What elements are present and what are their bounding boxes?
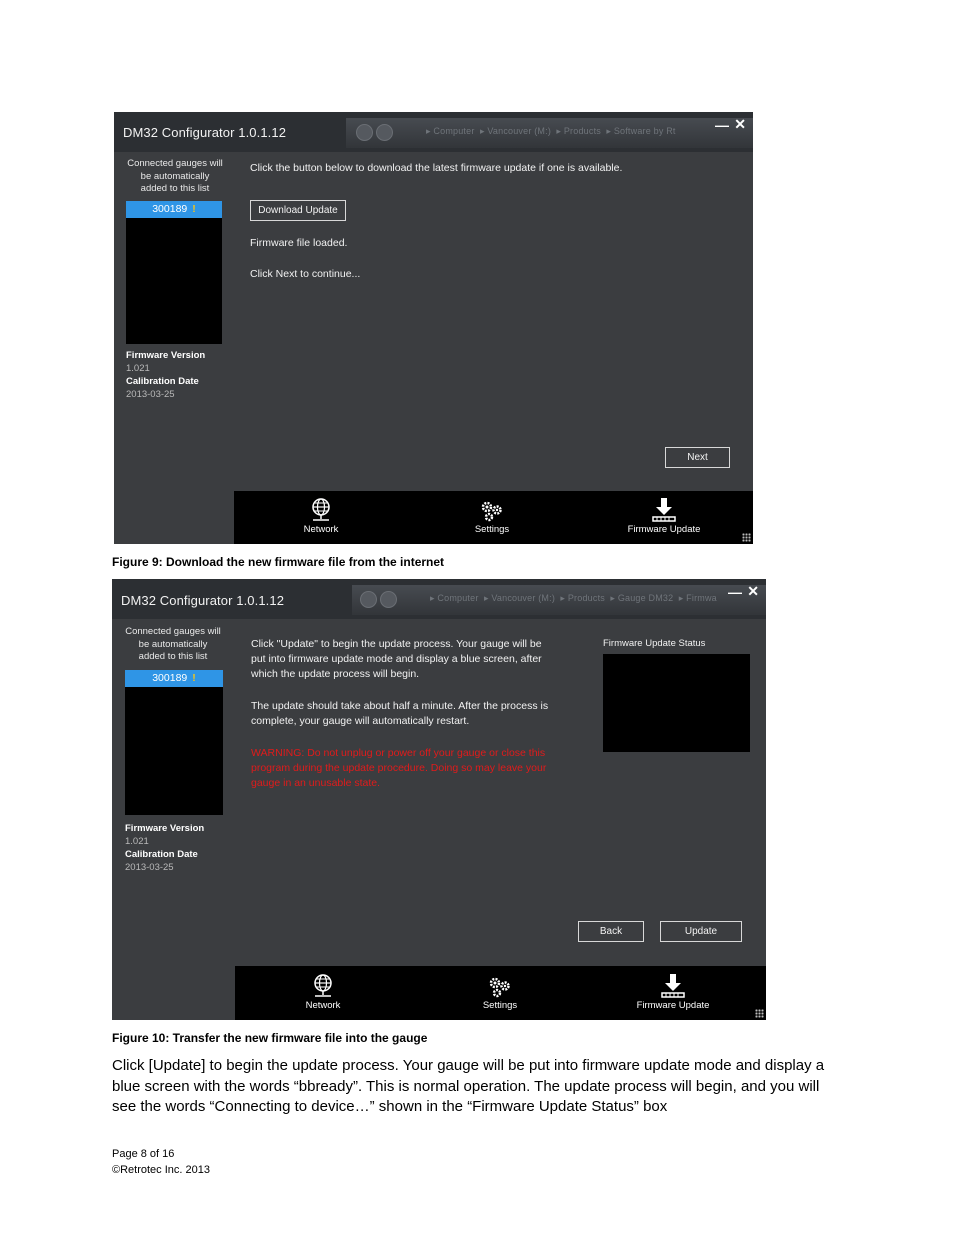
instruction-line: Click "Update" to begin the update process. Your gauge will be	[251, 638, 542, 650]
status-next-text: Click Next to continue...	[250, 268, 361, 280]
gauge-info	[126, 349, 205, 401]
status-loaded-text: Firmware file loaded.	[250, 237, 348, 249]
sidebar-note	[120, 626, 226, 664]
title-bar	[114, 112, 753, 152]
forward-nav-icon	[376, 124, 393, 141]
gauge-info	[125, 822, 204, 874]
download-icon	[660, 973, 686, 999]
gears-icon	[488, 976, 512, 998]
warning-line: program during the update procedure. Doing so may leave your	[251, 762, 547, 774]
gauge-id: 300189	[152, 672, 188, 684]
instruction-line: put into firmware update mode and display a blue screen, after	[251, 653, 542, 665]
firmware-version-label: Firmware Version	[125, 823, 205, 834]
instruction-text: Click the button below to download the latest firmware update if one is available.	[250, 162, 623, 174]
sidebar-note-line: be automatically	[138, 638, 208, 650]
sidebar-note-line: added to this list	[138, 651, 208, 662]
update-duration-text	[251, 699, 548, 729]
nav-firmware-update-label: Firmware Update	[627, 524, 701, 535]
nav-firmware-update[interactable]	[609, 491, 719, 544]
window-title: DM32 Configurator 1.0.1.12	[123, 125, 287, 140]
body-paragraph: Click [Update] to begin the update process. Your gauge will be put into firmware update mode and display a blue screen with the words “bbready”. This is normal operation. The update process will begin, and you will see the words “Connecting to device…” shown in the “Firmware Update Status” box	[112, 1057, 825, 1115]
network-icon	[312, 974, 334, 998]
bottom-nav-bar	[234, 491, 753, 544]
download-icon	[651, 497, 677, 523]
warning-line: gauge in an unusable state.	[251, 777, 381, 789]
close-icon[interactable]: ✕	[734, 116, 746, 132]
calibration-date-value: 2013-03-25	[125, 862, 174, 873]
gauge-list-item[interactable]	[125, 670, 223, 687]
configurator-window-update	[112, 579, 766, 1020]
firmware-version-value: 1.021	[125, 836, 149, 847]
firmware-version-value: 1.021	[126, 363, 150, 374]
nav-settings-label: Settings	[482, 1000, 518, 1011]
back-nav-icon	[356, 124, 373, 141]
next-button[interactable]: Next	[665, 447, 730, 468]
bottom-nav-bar	[235, 966, 766, 1020]
nav-network-label: Network	[303, 524, 339, 535]
nav-network-label: Network	[305, 1000, 341, 1011]
instruction-line: which the update process will begin.	[251, 668, 420, 680]
minimize-icon[interactable]: —	[728, 584, 742, 600]
nav-firmware-update[interactable]	[618, 966, 728, 1020]
figure-10-caption: Figure 10: Transfer the new firmware file into the gauge	[112, 1031, 428, 1045]
breadcrumb-item: Products	[567, 593, 605, 603]
breadcrumb-item: Software by Rt	[613, 126, 676, 136]
breadcrumb-item: Computer	[433, 126, 475, 136]
sidebar-note	[122, 158, 228, 196]
nav-settings[interactable]	[437, 491, 547, 544]
warning-line: WARNING: Do not unplug or power off your gauge or close this	[251, 747, 546, 759]
gauge-list-item[interactable]	[126, 201, 222, 218]
calibration-date-label: Calibration Date	[126, 376, 199, 387]
firmware-version-label: Firmware Version	[126, 350, 206, 361]
gauge-id: 300189	[152, 203, 188, 215]
figure-9-caption: Figure 9: Download the new firmware file from the internet	[112, 555, 445, 569]
download-update-button[interactable]: Download Update	[250, 200, 346, 221]
sidebar-note-line: Connected gauges will	[127, 158, 223, 169]
page-number: Page 8 of 16	[112, 1148, 175, 1160]
breadcrumb-item: Computer	[437, 593, 479, 603]
breadcrumb-item: Vancouver (M:)	[491, 593, 556, 603]
title-bar	[112, 579, 766, 619]
nav-settings[interactable]	[445, 966, 555, 1020]
nav-settings-label: Settings	[474, 524, 510, 535]
calibration-date-value: 2013-03-25	[126, 389, 175, 400]
update-instructions	[251, 637, 542, 682]
warning-icon: !	[192, 203, 196, 215]
gauge-list[interactable]	[125, 687, 223, 815]
window-title: DM32 Configurator 1.0.1.12	[121, 593, 285, 608]
breadcrumb-item: Products	[563, 126, 601, 136]
nav-firmware-update-label: Firmware Update	[636, 1000, 710, 1011]
nav-network[interactable]	[266, 491, 376, 544]
close-icon[interactable]: ✕	[747, 583, 759, 599]
forward-nav-icon	[380, 591, 397, 608]
nav-network[interactable]	[268, 966, 378, 1020]
breadcrumb-item: Firmwa	[686, 593, 717, 603]
breadcrumb-item: Gauge DM32	[617, 593, 674, 603]
gauge-list[interactable]	[126, 218, 222, 344]
status-box-label: Firmware Update Status	[603, 638, 706, 649]
copyright: ©Retrotec Inc. 2013	[112, 1164, 210, 1176]
duration-line: The update should take about half a minute. After the process is	[251, 700, 549, 712]
warning-icon: !	[192, 672, 196, 684]
gears-icon	[480, 500, 504, 522]
network-icon	[310, 498, 332, 522]
sidebar-note-line: Connected gauges will	[125, 626, 221, 637]
back-nav-icon	[360, 591, 377, 608]
duration-line: complete, your gauge will automatically restart.	[251, 715, 470, 727]
resize-grip[interactable]	[755, 1009, 764, 1018]
configurator-window-download	[114, 112, 753, 544]
sidebar-note-line: added to this list	[140, 183, 210, 194]
resize-grip[interactable]	[742, 533, 751, 542]
calibration-date-label: Calibration Date	[125, 849, 198, 860]
update-button[interactable]: Update	[660, 921, 742, 942]
warning-text	[251, 746, 546, 791]
back-button[interactable]: Back	[578, 921, 644, 942]
minimize-icon[interactable]: —	[715, 117, 729, 133]
firmware-update-status-box	[603, 654, 750, 752]
breadcrumb-item: Vancouver (M:)	[487, 126, 552, 136]
breadcrumb: ▸ Computer ▸ Vancouver (M:) ▸ Products ▸ Gauge DM32 ▸ Firmwa	[430, 593, 717, 603]
sidebar-note-line: be automatically	[140, 170, 210, 182]
breadcrumb: ▸ Computer ▸ Vancouver (M:) ▸ Products ▸ Software by Rt	[426, 126, 676, 136]
